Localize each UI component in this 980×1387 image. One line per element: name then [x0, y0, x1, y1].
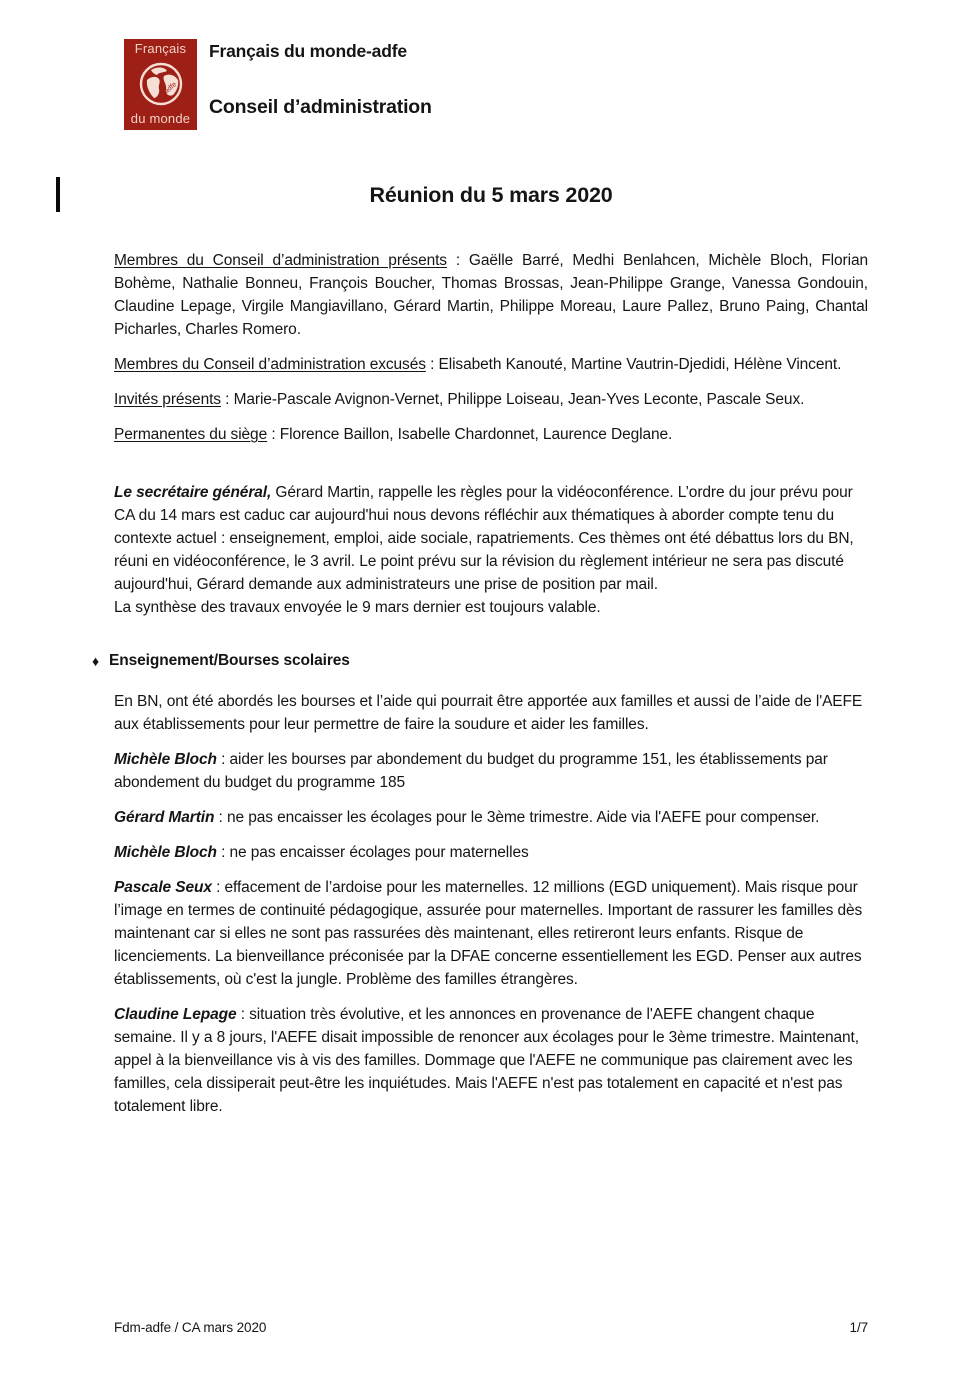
logo-bottom-text: du monde	[130, 111, 191, 126]
attendance-excused	[114, 353, 868, 376]
attendance-present-label: Membres du Conseil d’administration présents	[114, 252, 447, 269]
logo-watermark: adfe	[162, 80, 178, 96]
remark-text: : effacement de l’ardoise pour les maternelles. 12 millions (EGD uniquement). Mais risque pour l’image en termes de continuité pédagogique, assurée pour maternelles. Important de rassurer les familles dès maintenant car si elles ne sont pas rassurées dès maintenant, elles retireront leurs enfants. Risque de licenciements. La bienveillance préconisée par la DFAE concerne essentiellement les EGD. Penser aux autres établissements, où c'est la jungle. Problème des familles étrangères.	[114, 879, 863, 988]
attendance-present	[114, 249, 868, 341]
remark-text: : situation très évolutive, et les annonces en provenance de l'AEFE changent chaque semaine. Il y a 8 jours, l'AEFE disait impossible de renoncer aux écolages pour le 3ème trimestre. Maintenant, appel à la bienveillance vis à vis des familles. Dommage que l'AEFE ne communique pas clairement avec les familles, cela dissiperait peut-être les inquiétudes. Mais l'AEFE n'est pas totalement en capacité et n'est pas totalement libre.	[114, 1006, 859, 1115]
footer-page-number: 1/7	[849, 1320, 868, 1335]
section-title: Enseignement/Bourses scolaires	[109, 652, 350, 669]
attendance-guests	[114, 388, 868, 411]
page-title: Réunion du 5 mars 2020	[369, 183, 613, 207]
document-body	[92, 249, 868, 1130]
diamond-bullet-icon: ♦	[92, 653, 100, 669]
attendance-excused-label: Membres du Conseil d’administration excusés	[114, 356, 426, 373]
intro-paragraph	[114, 481, 868, 619]
speaker-name: Michèle Bloch	[114, 751, 217, 768]
remark-text: : ne pas encaisser les écolages pour le 3ème trimestre. Aide via l'AEFE pour compenser.	[214, 809, 820, 826]
org-name: Français du monde-adfe	[209, 41, 407, 61]
org-logo	[124, 39, 197, 130]
speaker-name: Claudine Lepage	[114, 1006, 237, 1023]
attendance-guests-names: : Marie-Pascale Avignon-Vernet, Philippe Loiseau, Jean-Yves Leconte, Pascale Seux.	[220, 391, 805, 408]
attendance-staff	[114, 423, 868, 446]
globe-icon	[137, 60, 185, 108]
attendance-staff-names: : Florence Baillon, Isabelle Chardonnet, Laurence Deglane.	[267, 426, 673, 443]
intro-lead: Le secrétaire général,	[114, 484, 272, 501]
doc-type-title: Conseil d’administration	[209, 96, 432, 118]
section-heading	[92, 649, 868, 672]
logo-top-text: Français	[134, 41, 187, 56]
footer-doc-ref: Fdm-adfe / CA mars 2020	[114, 1320, 267, 1335]
page-footer	[114, 1320, 868, 1335]
remark-lepage	[114, 1003, 868, 1118]
speaker-name: Gérard Martin	[114, 809, 215, 826]
remark-text: : ne pas encaisser écolages pour maternelles	[216, 844, 529, 861]
attendance-excused-names: : Elisabeth Kanouté, Martine Vautrin-Djedidi, Hélène Vincent.	[425, 356, 842, 373]
attendance-present-names: : Gaëlle Barré, Medhi Benlahcen, Michèle Bloch, Florian Bohème, Nathalie Bonneu, François Boucher, Thomas Brossas, Jean-Philippe Grange, Vanessa Gondouin, Claudine Lepage, Virgile Mangiavillano, Gérard Martin, Philippe Moreau, Laure Pallez, Bruno Paing, Chantal Picharles, Charles Romero.	[114, 252, 868, 338]
attendance-guests-label: Invités présents	[114, 391, 221, 408]
attendance-staff-label: Permanentes du siège	[114, 426, 268, 443]
remark-bloch-2	[114, 841, 868, 864]
remark-bloch-1	[114, 748, 868, 794]
remark-seux	[114, 876, 868, 991]
remark-text: : aider les bourses par abondement du budget du programme 151, les établissements par abondement du budget du programme 185	[114, 751, 828, 791]
section-intro: En BN, ont été abordés les bourses et l’aide qui pourrait être apportée aux familles et aussi de l’aide de l'AEFE aux établissements pour leur permettre de faire la soudure et aider les familles.	[114, 693, 863, 733]
remark-martin	[114, 806, 868, 829]
intro-text: Gérard Martin, rappelle les règles pour la vidéoconférence. L’ordre du jour prévu pour CA du 14 mars est caduc car aujourd'hui nous devons réfléchir aux thématiques à aborder compte tenu du contexte actuel : enseignement, emploi, aide sociale, rapatriements. Ces thèmes ont été débattus lors du BN, réuni en vidéoconférence, le 3 avril. Le point prévu sur la révision du règlement intérieur ne sera pas discuté aujourd'hui, Gérard demande aux administrateurs une prise de position par mail.	[114, 484, 854, 593]
speaker-name: Michèle Bloch	[114, 844, 217, 861]
speaker-name: Pascale Seux	[114, 879, 212, 896]
intro-line2: La synthèse des travaux envoyée le 9 mars dernier est toujours valable.	[114, 599, 601, 616]
revision-bar	[56, 177, 60, 212]
